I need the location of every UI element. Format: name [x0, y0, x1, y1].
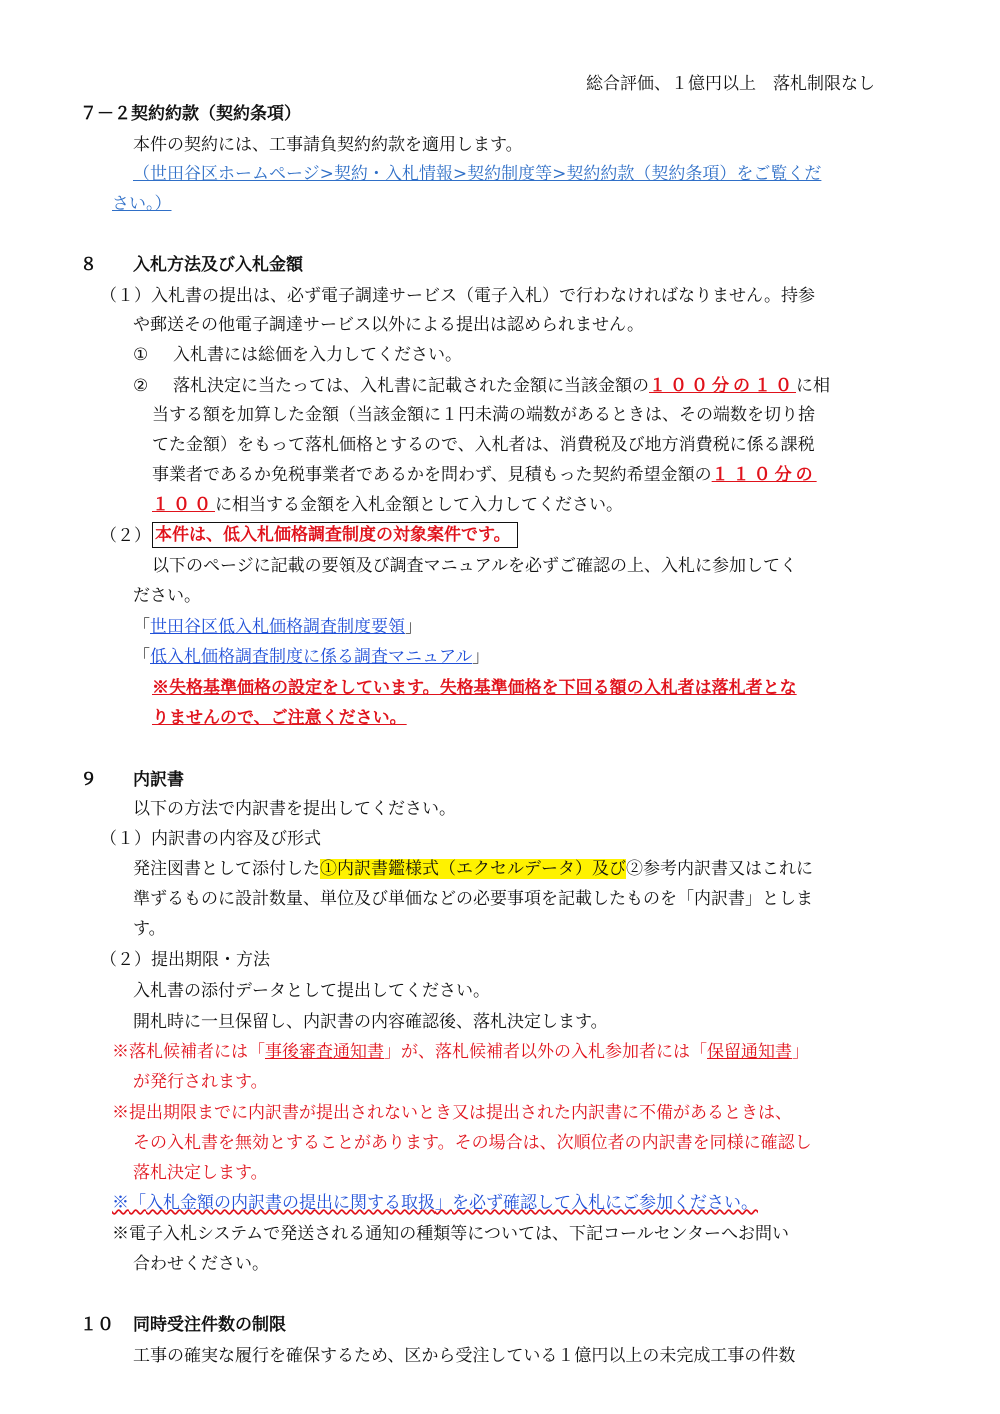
- link-1-close: 」: [405, 617, 422, 637]
- section-10-number: １０: [80, 1315, 114, 1335]
- section-8-p2-marker: （２）: [100, 526, 151, 546]
- item-2-line5-text: に相当する金額を入札金額として入力してください。: [215, 495, 623, 515]
- hold-notice-link[interactable]: 保留通知書: [707, 1042, 792, 1062]
- note-4-line1: ※電子入札システムで発送される通知の種類等については、下記コールセンターへお問い: [112, 1224, 789, 1244]
- section-8-p2-line1: 以下のページに記載の要領及び調査マニュアルを必ずご確認の上、入札に参加してく: [152, 556, 797, 576]
- note-2-line1: ※提出期限までに内訳書が提出されないとき又は提出された内訳書に不備があるときは、: [112, 1103, 792, 1123]
- ratio-110-100-a: １１０分の: [711, 465, 817, 485]
- note-3-open: 「: [129, 1193, 146, 1213]
- section-7-2-title: ７－２契約約款（契約条項）: [80, 104, 301, 124]
- item-2-line1: [173, 374, 830, 398]
- note-3-mark: ※: [112, 1193, 129, 1213]
- section-9-p1-text-b: ②参考内訳書又はこれに: [626, 859, 813, 879]
- note-1-line2: が発行されます。: [133, 1072, 268, 1092]
- survey-manual-link[interactable]: 低入札価格調査制度に係る調査マニュアル: [150, 647, 473, 667]
- post-review-notice-link[interactable]: 事後審査通知書: [265, 1042, 384, 1062]
- link-2-close: 」: [472, 647, 490, 667]
- breakdown-handling-link[interactable]: 入札金額の内訳書の提出に関する取扱: [146, 1193, 435, 1213]
- item-2-line4-text: 事業者であるか免税事業者であるかを問わず、見積もった契約希望金額の: [152, 465, 712, 485]
- item-2-line2: 当する額を加算した金額（当該金額に１円未満の端数があるときは、その端数を切り捨: [152, 405, 815, 425]
- section-9-p2-line2: 開札時に一旦保留し、内訳書の内容確認後、落札決定します。: [133, 1012, 608, 1032]
- section-9-p1-line1: [133, 857, 813, 881]
- note-2-line3: 落札決定します。: [133, 1163, 268, 1183]
- section-9-p1-text-a: 発注図書として添付した: [133, 859, 320, 879]
- highlighted-format-text: ①内訳書鑑様式（エクセルデータ）及び: [320, 859, 626, 879]
- contract-terms-link-cont[interactable]: さい。）: [112, 194, 172, 214]
- note-3-close: 」: [435, 1193, 452, 1213]
- section-8-number: ８: [80, 255, 97, 275]
- item-2-line5: [152, 493, 623, 517]
- item-2-line4: [152, 463, 817, 487]
- note-1-text-b: 」が、落札候補者以外の入札参加者には「: [384, 1042, 707, 1062]
- section-8-title: 入札方法及び入札金額: [133, 255, 303, 275]
- section-9-number: ９: [80, 770, 97, 790]
- section-10-title: 同時受注件数の制限: [133, 1315, 286, 1335]
- header-note: 総合評価、１億円以上 落札制限なし: [586, 74, 875, 94]
- low-bid-notice-box: 本件は、低入札価格調査制度の対象案件です。: [152, 522, 518, 548]
- link-2-row: [133, 645, 489, 669]
- item-2-marker: ②: [133, 376, 149, 396]
- item-2-text-b: に相: [796, 376, 830, 396]
- section-9-p1-line2: 準ずるものに設計数量、単位及び単価などの必要事項を記載したものを「内訳書」としま: [133, 889, 813, 909]
- note-3-rest: を必ず確認して入札にご参加ください。: [452, 1193, 758, 1213]
- note-1-text-a: ※落札候補者には「: [112, 1042, 265, 1062]
- section-8-p2-line2: ださい。: [133, 586, 201, 606]
- section-9-p1-title: （１）内訳書の内容及び形式: [100, 829, 321, 849]
- note-2-line2: その入札書を無効とすることがあります。その場合は、次順位者の内訳書を同様に確認し: [133, 1133, 812, 1153]
- link-1-open: 「: [133, 617, 150, 637]
- item-1-text: 入札書には総価を入力してください。: [173, 345, 462, 365]
- section-10-line1: 工事の確実な履行を確保するため、区から受注している１億円以上の未完成工事の件数: [133, 1346, 796, 1366]
- contract-terms-link[interactable]: （世田谷区ホームページ>契約・入札情報>契約制度等>契約約款（契約条項）をご覧くだ: [133, 164, 822, 184]
- item-1-marker: ①: [133, 345, 149, 365]
- section-9-title: 内訳書: [133, 770, 184, 790]
- section-7-2-text: 本件の契約には、工事請負契約約款を適用します。: [133, 135, 523, 155]
- note-3-line: [112, 1191, 758, 1215]
- section-9-p1-line3: す。: [133, 919, 166, 939]
- link-1-row: [133, 615, 422, 639]
- section-8-p1-line2: や郵送その他電子調達サービス以外による提出は認められません。: [133, 315, 645, 335]
- low-bid-guideline-link[interactable]: 世田谷区低入札価格調査制度要領: [150, 617, 405, 637]
- item-2-line3: てた金額）をもって落札価格とするので、入札者は、消費税及び地方消費税に係る課税: [152, 435, 815, 455]
- disqualification-warning-line1: ※失格基準価格の設定をしています。失格基準価格を下回る額の入札者は落札者とな: [152, 678, 797, 698]
- item-2-text-a: 落札決定に当たっては、入札書に記載された金額に当該金額の: [173, 376, 649, 396]
- note-1-text-c: 」: [792, 1042, 809, 1062]
- note-1-line1: [112, 1040, 809, 1064]
- section-9-p2-line1: 入札書の添付データとして提出してください。: [133, 981, 490, 1001]
- link-2-open: 「: [133, 647, 150, 667]
- section-8-p1-line1: （１）入札書の提出は、必ず電子調達サービス（電子入札）で行わなければなりません。持参: [100, 286, 816, 306]
- section-9-intro: 以下の方法で内訳書を提出してください。: [133, 799, 456, 819]
- ratio-100-10: １００分の１０: [649, 376, 796, 396]
- section-9-p2-title: （２）提出期限・方法: [100, 950, 270, 970]
- disqualification-warning-line2: りませんので、ご注意ください。: [152, 708, 407, 728]
- ratio-110-100-b: １００: [152, 495, 215, 515]
- note-4-line2: 合わせください。: [133, 1254, 269, 1274]
